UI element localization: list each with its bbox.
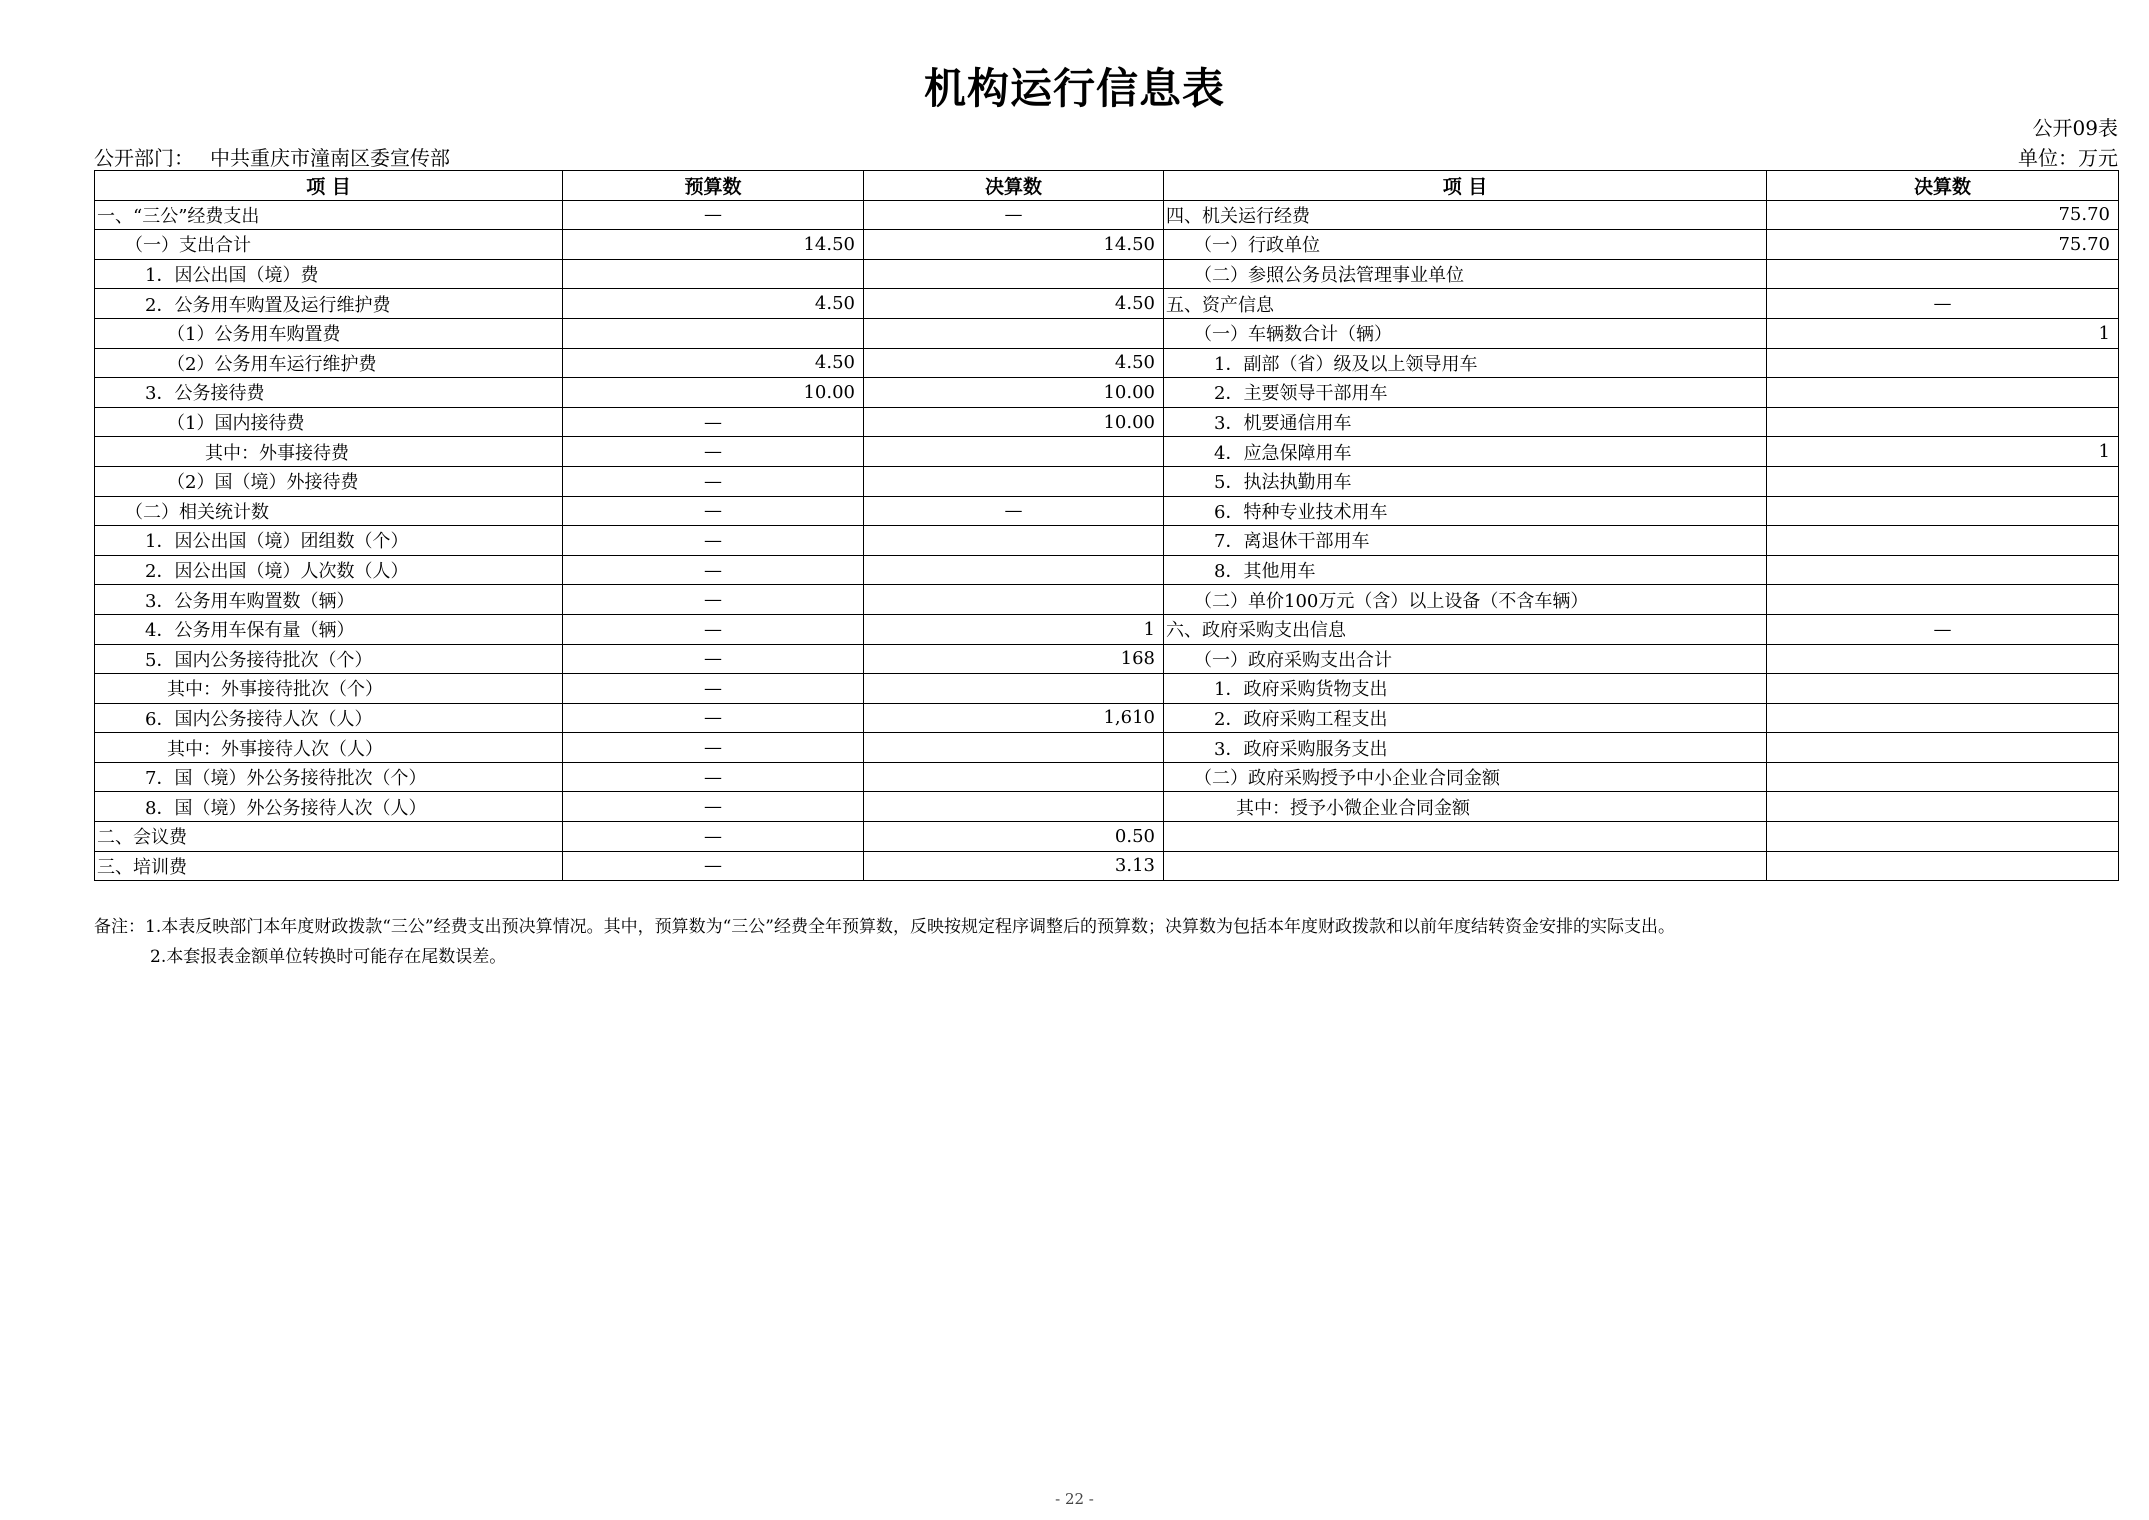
left-budget-cell: —	[563, 437, 864, 467]
right-final-cell	[1767, 762, 2119, 792]
right-final-cell	[1767, 703, 2119, 733]
table-row	[95, 733, 2119, 763]
left-budget-cell: 14.50	[563, 230, 864, 260]
note-2: 2.本套报表金额单位转换时可能存在尾数误差。	[150, 947, 507, 967]
table-row	[95, 200, 2119, 230]
left-final-cell: 0.50	[864, 822, 1164, 852]
right-item-cell: （二）参照公务员法管理事业单位	[1164, 259, 1767, 289]
left-final-cell: 14.50	[864, 230, 1164, 260]
left-final-cell: 1	[864, 614, 1164, 644]
right-final-cell: 75.70	[1767, 230, 2119, 260]
left-item-cell: （2）公务用车运行维护费	[95, 348, 563, 378]
left-item-cell: （一）支出合计	[95, 230, 563, 260]
table-row	[95, 585, 2119, 615]
left-item-cell: （2）国（境）外接待费	[95, 466, 563, 496]
right-final-cell	[1767, 259, 2119, 289]
right-final-cell	[1767, 526, 2119, 556]
department-info	[94, 142, 450, 171]
left-budget-cell: —	[563, 674, 864, 704]
right-item-cell: 2．政府采购工程支出	[1164, 703, 1767, 733]
left-item-cell: 其中：外事接待人次（人）	[95, 733, 563, 763]
table-body	[95, 200, 2119, 881]
left-final-cell: 1,610	[864, 703, 1164, 733]
left-budget-cell	[563, 259, 864, 289]
right-item-cell: 8．其他用车	[1164, 555, 1767, 585]
left-final-cell: —	[864, 200, 1164, 230]
left-final-cell	[864, 585, 1164, 615]
left-budget-cell: —	[563, 496, 864, 526]
right-item-cell	[1164, 851, 1767, 881]
left-budget-cell: —	[563, 407, 864, 437]
table-row	[95, 259, 2119, 289]
right-final-cell	[1767, 407, 2119, 437]
right-item-cell: 5．执法执勤用车	[1164, 466, 1767, 496]
header-left-budget: 预算数	[563, 171, 864, 201]
left-item-cell: （二）相关统计数	[95, 496, 563, 526]
table-header-row	[95, 171, 2119, 201]
info-table	[94, 170, 2119, 881]
header-right-final: 决算数	[1767, 171, 2119, 201]
left-item-cell: 2．公务用车购置及运行维护费	[95, 289, 563, 319]
right-final-cell	[1767, 348, 2119, 378]
header-right-item: 项 目	[1164, 171, 1767, 201]
table-row	[95, 348, 2119, 378]
left-final-cell: 3.13	[864, 851, 1164, 881]
left-final-cell	[864, 555, 1164, 585]
left-item-cell: 一、“三公”经费支出	[95, 200, 563, 230]
right-final-cell	[1767, 674, 2119, 704]
table-row	[95, 644, 2119, 674]
right-item-cell: （一）行政单位	[1164, 230, 1767, 260]
right-final-cell: —	[1767, 614, 2119, 644]
right-item-cell	[1164, 822, 1767, 852]
left-budget-cell: —	[563, 822, 864, 852]
left-item-cell: （1）国内接待费	[95, 407, 563, 437]
left-final-cell: 10.00	[864, 407, 1164, 437]
left-item-cell: （1）公务用车购置费	[95, 318, 563, 348]
department-name: 中共重庆市潼南区委宣传部	[210, 146, 450, 170]
meta-row	[94, 142, 2118, 171]
right-final-cell	[1767, 792, 2119, 822]
left-final-cell	[864, 762, 1164, 792]
right-item-cell: 1．政府采购货物支出	[1164, 674, 1767, 704]
left-budget-cell: —	[563, 585, 864, 615]
left-final-cell: 168	[864, 644, 1164, 674]
left-final-cell	[864, 674, 1164, 704]
right-item-cell: （一）车辆数合计（辆）	[1164, 318, 1767, 348]
right-item-cell: 3．政府采购服务支出	[1164, 733, 1767, 763]
table-row	[95, 378, 2119, 408]
left-budget-cell: —	[563, 644, 864, 674]
left-final-cell	[864, 526, 1164, 556]
right-item-cell: 2．主要领导干部用车	[1164, 378, 1767, 408]
table-row	[95, 437, 2119, 467]
right-final-cell: —	[1767, 289, 2119, 319]
left-budget-cell	[563, 318, 864, 348]
table-row	[95, 822, 2119, 852]
table-row	[95, 555, 2119, 585]
left-budget-cell: 4.50	[563, 348, 864, 378]
table-row	[95, 466, 2119, 496]
left-budget-cell: —	[563, 614, 864, 644]
right-item-cell: 1．副部（省）级及以上领导用车	[1164, 348, 1767, 378]
left-item-cell: 3．公务接待费	[95, 378, 563, 408]
left-item-cell: 1．因公出国（境）团组数（个）	[95, 526, 563, 556]
left-item-cell: 1．因公出国（境）费	[95, 259, 563, 289]
right-item-cell: 4．应急保障用车	[1164, 437, 1767, 467]
left-budget-cell: —	[563, 703, 864, 733]
left-item-cell: 7．国（境）外公务接待批次（个）	[95, 762, 563, 792]
right-final-cell	[1767, 466, 2119, 496]
right-final-cell: 75.70	[1767, 200, 2119, 230]
table-row	[95, 851, 2119, 881]
left-item-cell: 8．国（境）外公务接待人次（人）	[95, 792, 563, 822]
left-item-cell: 4．公务用车保有量（辆）	[95, 614, 563, 644]
table-row	[95, 230, 2119, 260]
right-final-cell: 1	[1767, 437, 2119, 467]
table-row	[95, 762, 2119, 792]
left-budget-cell: —	[563, 733, 864, 763]
left-final-cell	[864, 466, 1164, 496]
left-budget-cell: —	[563, 792, 864, 822]
right-final-cell	[1767, 644, 2119, 674]
left-final-cell: 10.00	[864, 378, 1164, 408]
right-item-cell: 其中：授予小微企业合同金额	[1164, 792, 1767, 822]
left-budget-cell: 10.00	[563, 378, 864, 408]
left-budget-cell: —	[563, 466, 864, 496]
right-item-cell: 3．机要通信用车	[1164, 407, 1767, 437]
left-item-cell: 3．公务用车购置数（辆）	[95, 585, 563, 615]
right-final-cell	[1767, 496, 2119, 526]
right-final-cell	[1767, 733, 2119, 763]
right-item-cell: 6．特种专业技术用车	[1164, 496, 1767, 526]
table-row	[95, 674, 2119, 704]
left-budget-cell: —	[563, 526, 864, 556]
right-final-cell	[1767, 378, 2119, 408]
left-item-cell: 2．因公出国（境）人次数（人）	[95, 555, 563, 585]
table-row	[95, 614, 2119, 644]
left-item-cell: 5．国内公务接待批次（个）	[95, 644, 563, 674]
left-item-cell: 二、会议费	[95, 822, 563, 852]
left-budget-cell: —	[563, 851, 864, 881]
right-item-cell: （一）政府采购支出合计	[1164, 644, 1767, 674]
left-final-cell	[864, 792, 1164, 822]
form-code: 公开09表	[2032, 116, 2118, 140]
right-final-cell	[1767, 822, 2119, 852]
left-item-cell: 其中：外事接待批次（个）	[95, 674, 563, 704]
left-budget-cell: 4.50	[563, 289, 864, 319]
right-item-cell: 六、政府采购支出信息	[1164, 614, 1767, 644]
page-title: 机构运行信息表	[923, 64, 1225, 113]
right-item-cell: （二）单价100万元（含）以上设备（不含车辆）	[1164, 585, 1767, 615]
right-item-cell: 五、资产信息	[1164, 289, 1767, 319]
left-budget-cell: —	[563, 762, 864, 792]
table-row	[95, 526, 2119, 556]
right-item-cell: 7．离退休干部用车	[1164, 526, 1767, 556]
table-row	[95, 496, 2119, 526]
table-row	[95, 289, 2119, 319]
header-left-final: 决算数	[864, 171, 1164, 201]
right-final-cell	[1767, 851, 2119, 881]
left-item-cell: 6．国内公务接待人次（人）	[95, 703, 563, 733]
left-item-cell: 其中：外事接待费	[95, 437, 563, 467]
table-row	[95, 792, 2119, 822]
notes	[94, 912, 1675, 972]
left-budget-cell: —	[563, 555, 864, 585]
left-item-cell: 三、培训费	[95, 851, 563, 881]
right-final-cell	[1767, 585, 2119, 615]
left-final-cell: —	[864, 496, 1164, 526]
right-final-cell: 1	[1767, 318, 2119, 348]
left-final-cell	[864, 259, 1164, 289]
left-final-cell	[864, 437, 1164, 467]
left-final-cell: 4.50	[864, 348, 1164, 378]
right-item-cell: 四、机关运行经费	[1164, 200, 1767, 230]
right-final-cell	[1767, 555, 2119, 585]
table-row	[95, 703, 2119, 733]
note-1: 备注：1.本表反映部门本年度财政拨款“三公”经费支出预决算情况。其中，预算数为“三公”经费全年预算数，反映按规定程序调整后的预算数；决算数为包括本年度财政拨款和以前年度结转资金安排的实际支出。	[94, 917, 1675, 937]
table-row	[95, 407, 2119, 437]
left-final-cell	[864, 733, 1164, 763]
right-item-cell: （二）政府采购授予中小企业合同金额	[1164, 762, 1767, 792]
left-final-cell	[864, 318, 1164, 348]
left-final-cell: 4.50	[864, 289, 1164, 319]
page-number: - 22 -	[1055, 1490, 1094, 1508]
table-row	[95, 318, 2119, 348]
unit-label: 单位：万元	[2018, 146, 2118, 170]
department-label: 公开部门：	[94, 146, 194, 170]
left-budget-cell: —	[563, 200, 864, 230]
header-left-item: 项 目	[95, 171, 563, 201]
